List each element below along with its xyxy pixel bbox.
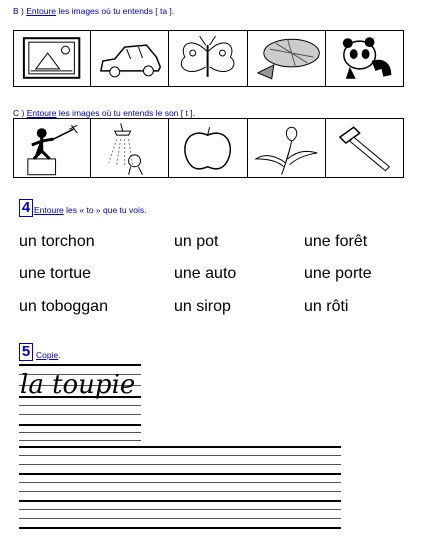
image-strip-b (13, 30, 404, 87)
exercise-number-4: 4 (19, 199, 33, 217)
instruction-text: les « to » que tu vois. (63, 205, 147, 215)
word-item[interactable]: un sirop (174, 298, 231, 315)
word-item[interactable]: un torchon (19, 233, 95, 250)
hammer-icon[interactable] (326, 119, 403, 177)
model-word: la toupie (20, 370, 136, 400)
butterfly-icon[interactable] (169, 31, 247, 86)
word-item[interactable]: une auto (174, 265, 237, 282)
image-strip-c (13, 118, 404, 178)
word-item[interactable]: un rôti (304, 298, 349, 315)
copy-dot: . (58, 350, 61, 360)
word-item[interactable]: un toboggan (19, 298, 108, 315)
instruction-5 (36, 350, 61, 360)
word-item[interactable]: une porte (304, 265, 372, 282)
section-letter: B ) (13, 6, 24, 16)
instruction-verb: Entoure (26, 108, 57, 118)
exercise-number-5: 5 (19, 343, 33, 361)
shower-icon[interactable] (91, 119, 169, 177)
section-letter: C ) (13, 108, 25, 118)
word-item[interactable]: un pot (174, 233, 219, 250)
instruction-c (13, 108, 195, 118)
car-icon[interactable] (91, 31, 169, 86)
tulip-icon[interactable] (248, 119, 326, 177)
instruction-verb: Entoure (26, 6, 57, 16)
chimney-sweep-icon[interactable] (14, 119, 91, 177)
instruction-b (13, 6, 174, 16)
word-item[interactable]: une tortue (19, 265, 92, 282)
instruction-text: les images où tu entends [ ta ]. (56, 6, 175, 16)
instruction-4 (34, 205, 146, 215)
apple-icon[interactable] (169, 119, 247, 177)
tableau-icon[interactable] (14, 31, 91, 86)
tart-icon[interactable] (248, 31, 326, 86)
word-item[interactable]: une forêt (304, 233, 368, 250)
instruction-verb: Entoure (34, 205, 64, 215)
copy-label: Copie (36, 350, 59, 360)
instruction-text: les images où tu entends le son [ t ]. (56, 108, 195, 118)
panda-icon[interactable] (326, 31, 403, 86)
